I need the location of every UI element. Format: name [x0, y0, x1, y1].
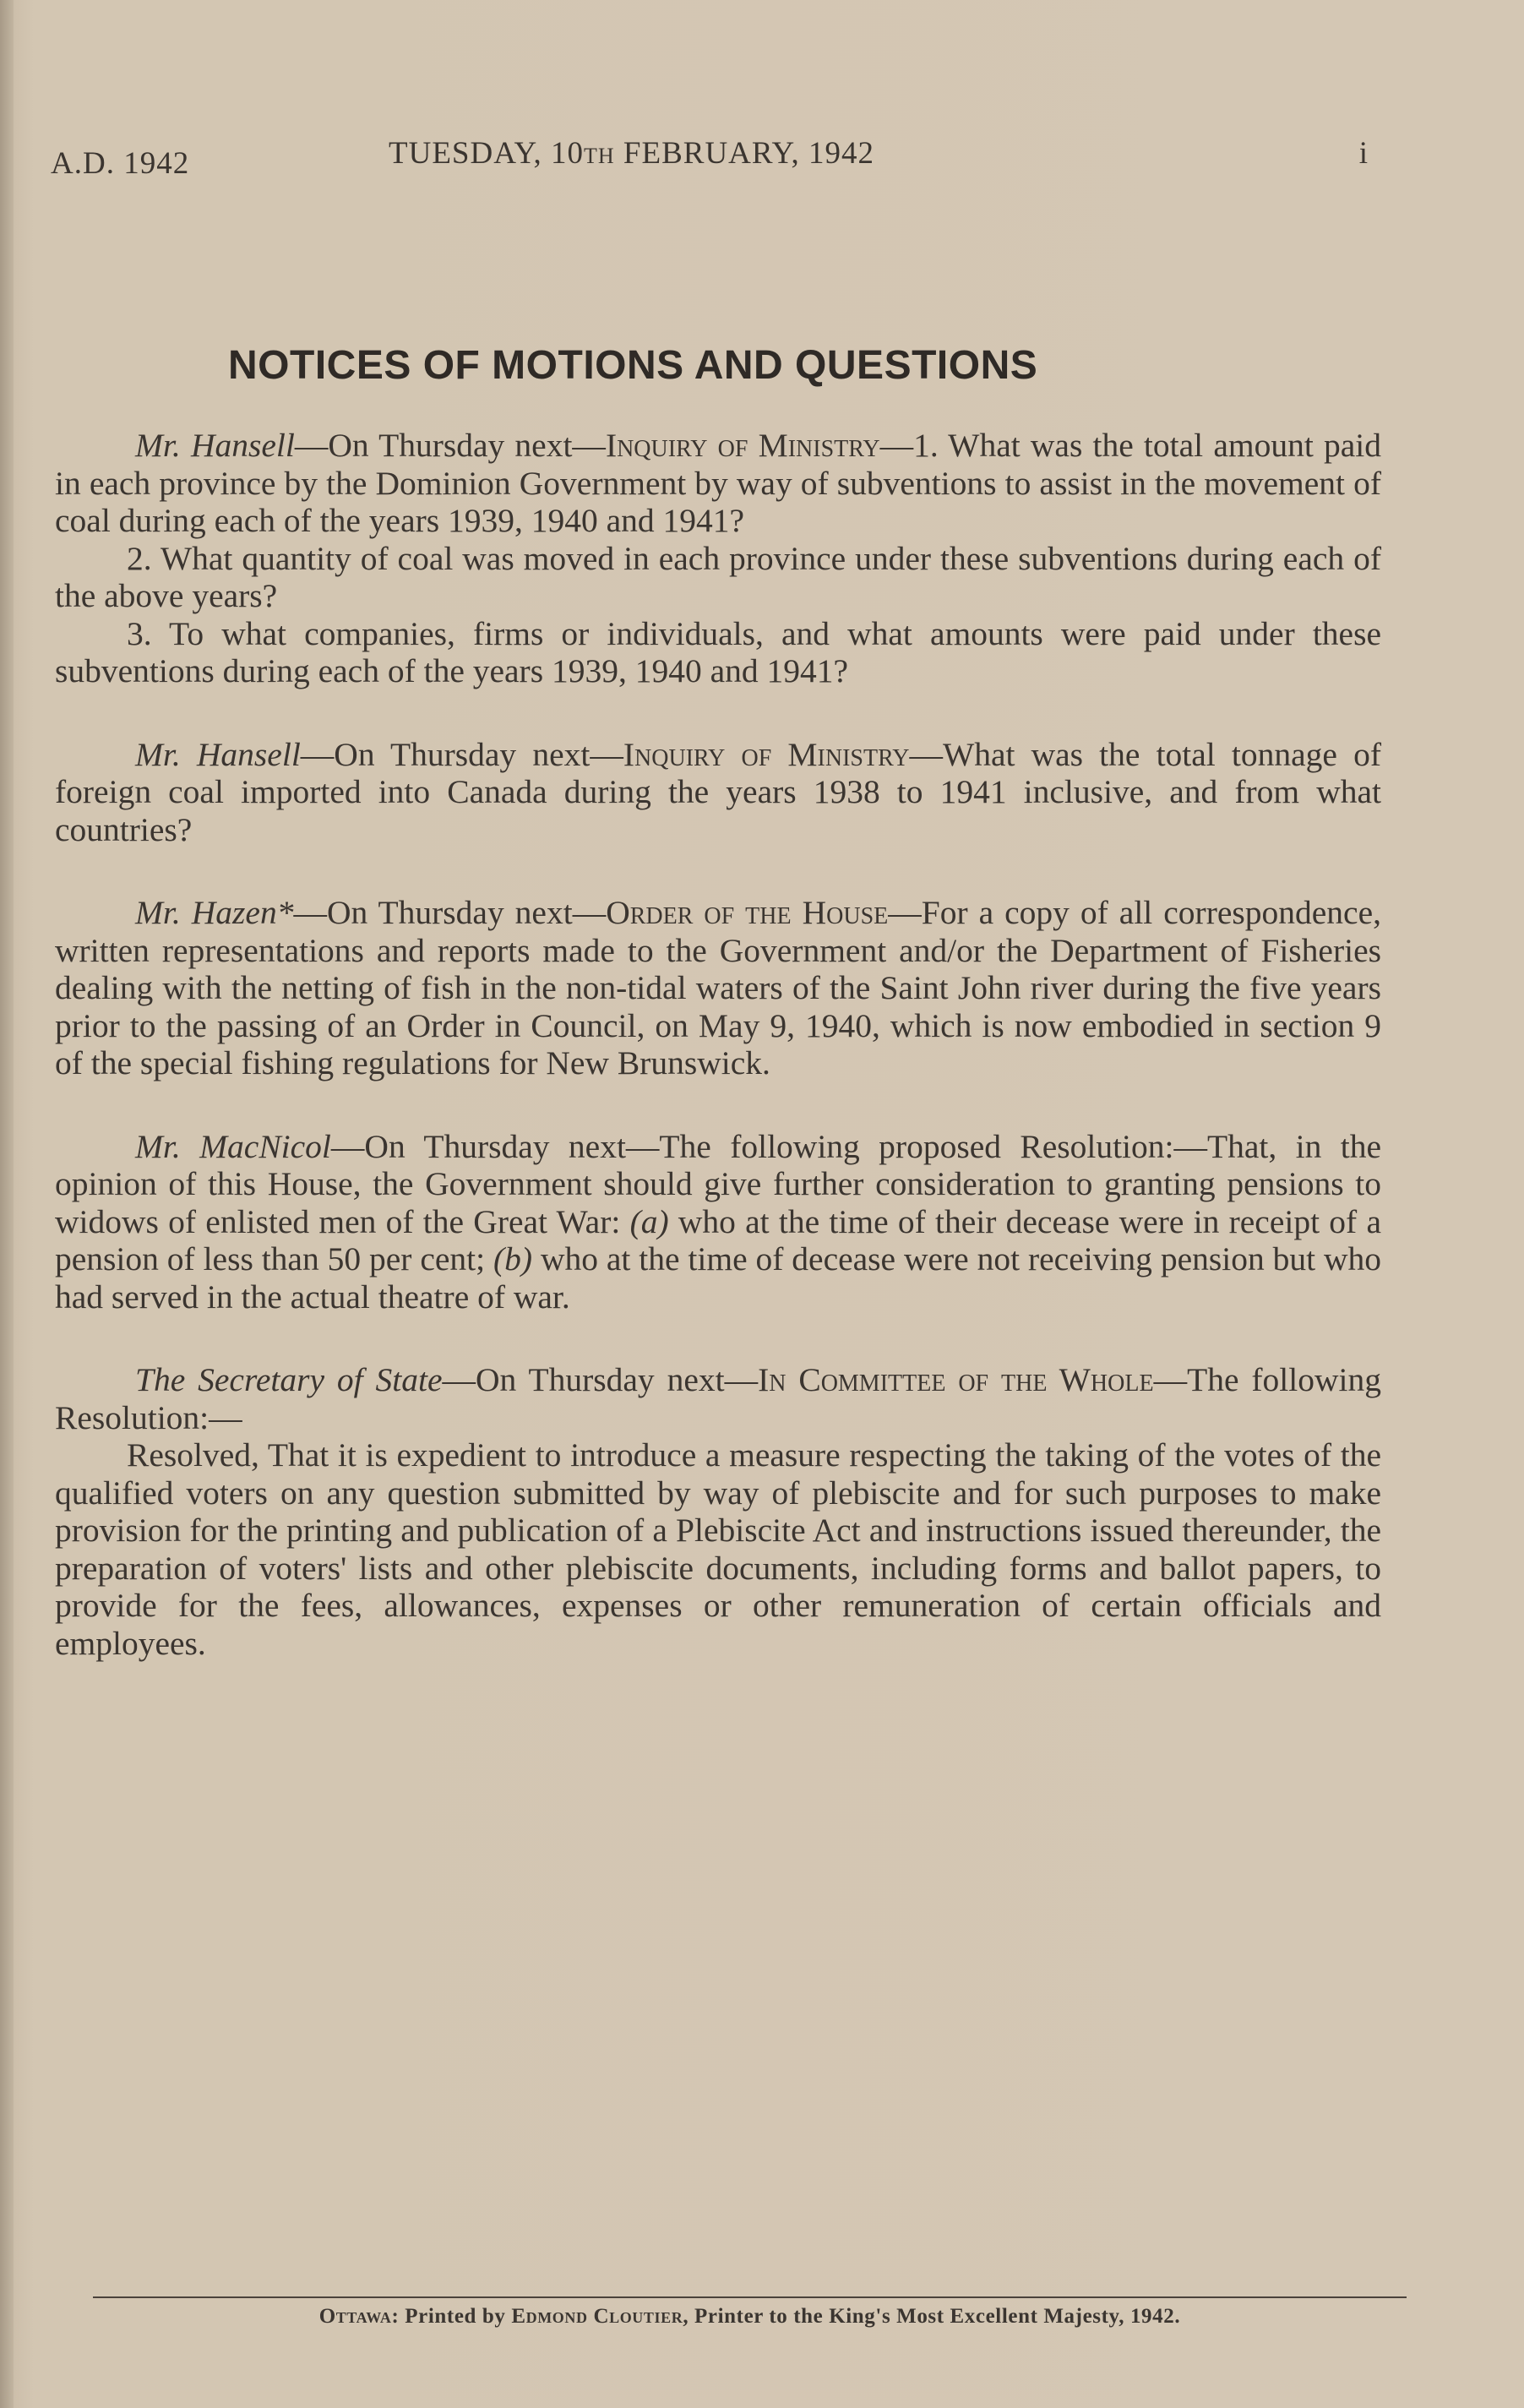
page-binding-edge: [0, 0, 14, 2408]
header-ad-year: A.D. 1942: [51, 146, 190, 181]
notice-secretary-of-state: [55, 1361, 1381, 1662]
printer-imprint: [93, 2305, 1407, 2329]
notice-paragraph: [55, 894, 1381, 1082]
header-date-day: TUESDAY, 10: [389, 136, 584, 171]
notice-resolution: Resolved, That it is expedient to introduce a measure respecting the taking of the votes of the qualified voters on any question submitted by way of plebiscite and for such purposes to make provision for the printing and publication of a Plebiscite Act and instructions issued thereunder, the preparation of voters' lists and other plebiscite documents, including forms and ballot papers, to provide for the fees, allowances, expenses or other remuneration of certain officials and employees.: [55, 1436, 1381, 1662]
clause-label-b: (b): [493, 1240, 533, 1278]
notice-text: who at the time of their decease were in receipt of a pension of less than 50 per cent;: [55, 1202, 1381, 1278]
footer-rule: [93, 2296, 1407, 2298]
imprint-text: : Printed by: [391, 2305, 512, 2328]
notice-question-3: 3. To what companies, firms or individuals, and what amounts were paid under these subventions during each of the years 1939, 1940 and 1941?: [55, 614, 1381, 689]
notice-lead: —On Thursday next—: [293, 894, 607, 931]
notice-paragraph: [55, 736, 1381, 849]
page-number: i: [1358, 136, 1369, 171]
member-name: Mr. Hansell: [135, 427, 295, 464]
notices-body: [55, 427, 1381, 1708]
header-date-rest: FEBRUARY, 1942: [614, 136, 874, 171]
header-date-ordinal: th: [584, 136, 615, 171]
member-name: Mr. Hazen*: [135, 894, 294, 931]
page-header: [51, 135, 1369, 186]
notice-paragraph: [55, 427, 1381, 540]
notice-hansell-2: [55, 736, 1381, 849]
notice-paragraph: [55, 1128, 1381, 1316]
member-name: Mr. Hansell: [135, 735, 301, 773]
notice-macnicol: [55, 1128, 1381, 1316]
notice-kind: Order of the House: [606, 894, 889, 931]
imprint-city: Ottawa: [318, 2305, 392, 2328]
page-title: NOTICES OF MOTIONS AND QUESTIONS: [228, 343, 1038, 388]
notice-lead: —On Thursday next—: [442, 1361, 759, 1398]
member-name: Mr. MacNicol: [135, 1127, 331, 1165]
header-date: [389, 135, 874, 172]
notice-text: who at the time of decease were not receiving pension but who had served in the actual theatre of war.: [55, 1240, 1381, 1316]
notice-hazen: [55, 894, 1381, 1082]
imprint-printer: Edmond Cloutier: [511, 2305, 683, 2328]
notice-hansell-1: [55, 427, 1381, 690]
notice-question-2: 2. What quantity of coal was moved in each province under these subventions during each of the above years?: [55, 539, 1381, 614]
notice-paragraph: [55, 1361, 1381, 1436]
notice-text: —On Thursday next—The following proposed Resolution:—That, in the opinion of this House, the Government should give further consideration to granting pensions to widows of enlisted men of the Great War:: [55, 1127, 1381, 1240]
member-name: The Secretary of State: [135, 1361, 443, 1398]
notice-lead: —On Thursday next—: [300, 735, 623, 773]
notice-kind: Inquiry of Ministry: [605, 427, 880, 464]
notice-lead: —On Thursday next—: [294, 427, 606, 464]
notice-text: —1. What was the total amount paid in each province by the Dominion Government by way of subventions to assist in the movement of coal during each of the years 1939, 1940 and 1941?: [55, 427, 1381, 539]
imprint-text: , Printer to the King's Most Excellent Majesty, 1942.: [683, 2305, 1181, 2328]
notice-text: —For a copy of all correspondence, written representations and reports made to the Government and/or the Department of Fisheries dealing with the netting of fish in the non-tidal waters of the Saint John river during the five years prior to the passing of an Order in Council, on May 9, 1940, which is now embodied in section 9 of the special fishing regulations for New Brunswick.: [55, 894, 1381, 1081]
clause-label-a: (a): [629, 1202, 669, 1240]
notice-kind: Inquiry of Ministry: [623, 735, 910, 773]
notice-text: —The following Resolution:—: [55, 1361, 1381, 1436]
notice-kind: In Committee of the Whole: [758, 1361, 1154, 1398]
notice-text: —What was the total tonnage of foreign coal imported into Canada during the years 1938 to 1941 inclusive, and from what countries?: [55, 735, 1382, 848]
